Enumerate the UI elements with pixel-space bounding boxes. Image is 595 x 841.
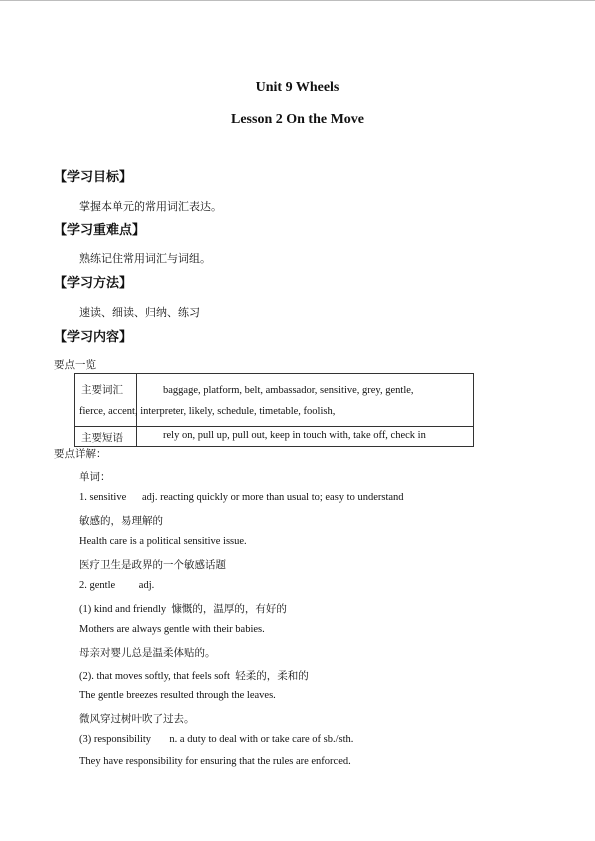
goals-text: 掌握本单元的常用词汇表达。 (79, 201, 222, 213)
vocab-line-1: baggage, platform, belt, ambassador, sensitive, grey, gentle, (163, 385, 414, 396)
content-heading: 【学习内容】 (54, 329, 133, 344)
detail-line: Health care is a political sensitive issue. (79, 536, 247, 547)
detail-line: 2. gentle adj. (79, 580, 155, 591)
vocab-label: 主要词汇 (75, 374, 137, 427)
details-label: 要点详解： (54, 449, 107, 460)
overview-table (74, 373, 474, 447)
vocab-row (75, 374, 474, 427)
method-text: 速读、细读、归纳、练习 (79, 307, 200, 319)
lesson-title: Lesson 2 On the Move (231, 112, 364, 127)
detail-line: 1. sensitive adj. reacting quickly or more than usual to; easy to understand (79, 492, 404, 503)
key-points-heading: 【学习重难点】 (54, 222, 146, 237)
detail-line: They have responsibility for ensuring that the rules are enforced. (79, 756, 351, 767)
phrases-cell: rely on, pull up, pull out, keep in touch with, take off, check in (137, 427, 474, 447)
detail-line: (3) responsibility n. a duty to deal with or take care of sb./sth. (79, 734, 354, 745)
detail-line: The gentle breezes resulted through the leaves. (79, 690, 276, 701)
words-label: 单词： (79, 472, 111, 483)
unit-title: Unit 9 Wheels (255, 80, 340, 95)
detail-line: 敏感的，易理解的 (79, 516, 163, 527)
key-points-text: 熟练记住常用词汇与词组。 (79, 253, 211, 265)
overview-label: 要点一览 (54, 360, 96, 371)
detail-line: (1) kind and friendly 慷慨的，温厚的，有好的 (79, 604, 287, 615)
detail-line: 母亲对婴儿总是温柔体贴的。 (79, 648, 216, 659)
detail-line: 医疗卫生是政界的一个敏感话题 (79, 560, 226, 571)
goals-heading: 【学习目标】 (54, 169, 133, 184)
top-rule (0, 0, 595, 1)
vocab-line-2: fierce, accent, interpreter, likely, schedule, timetable, foolish, (79, 406, 336, 417)
phrases-label: 主要短语 (75, 427, 137, 447)
method-heading: 【学习方法】 (54, 275, 133, 290)
detail-line: 微风穿过树叶吹了过去。 (79, 714, 195, 725)
phrases-row (75, 427, 474, 447)
detail-line: (2). that moves softly, that feels soft 轻柔的，柔和的 (79, 671, 309, 682)
detail-line: Mothers are always gentle with their babies. (79, 624, 265, 635)
